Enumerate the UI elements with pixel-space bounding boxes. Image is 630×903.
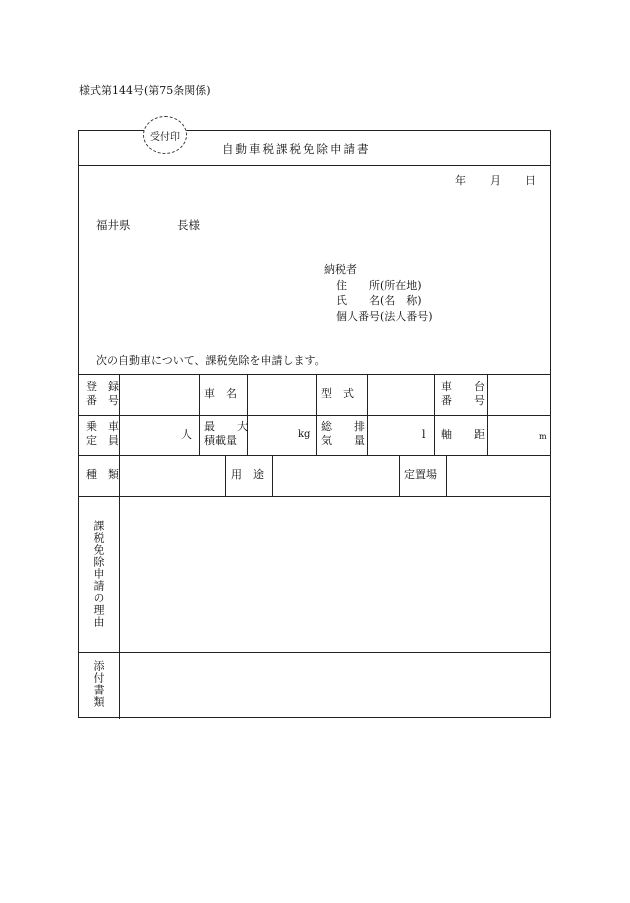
wheelbase-field[interactable] bbox=[488, 416, 536, 452]
label-registration-number: 登 録 番 号 bbox=[86, 380, 119, 407]
model-field[interactable] bbox=[368, 376, 432, 412]
label-use: 用 途 bbox=[231, 468, 264, 481]
addressee-prefecture: 福井県 bbox=[96, 218, 131, 232]
label-attachments: 添付書類 bbox=[92, 660, 105, 708]
form-title: 自動車税課税免除申請書 bbox=[222, 142, 371, 156]
taxpayer-heading: 納税者 bbox=[324, 263, 357, 276]
row2-divider bbox=[79, 455, 550, 456]
label-displacement: 総 排 気 量 bbox=[321, 420, 365, 447]
car-name-field[interactable] bbox=[248, 376, 314, 412]
taxpayer-block bbox=[324, 262, 433, 324]
label-car-name: 車 名 bbox=[204, 387, 237, 400]
addressee-suffix: 長様 bbox=[177, 218, 200, 232]
max-load-field[interactable] bbox=[248, 416, 296, 452]
taxpayer-number: 個人番号(法人番号) bbox=[336, 309, 433, 323]
row3-divider bbox=[79, 496, 550, 497]
type-field[interactable] bbox=[120, 457, 224, 493]
stamp-label: 受付印 bbox=[149, 128, 181, 143]
taxpayer-name: 氏 名(名 称) bbox=[336, 294, 422, 307]
application-statement: 次の自動車について、課税免除を申請します。 bbox=[96, 354, 326, 367]
reception-stamp-circle bbox=[143, 116, 187, 154]
label-wheelbase: 軸 距 bbox=[441, 428, 485, 441]
use-field[interactable] bbox=[273, 457, 397, 493]
label-type: 種 類 bbox=[86, 468, 119, 481]
label-passenger-capacity: 乗 車 定 員 bbox=[86, 420, 119, 447]
registration-number-field[interactable] bbox=[120, 376, 196, 412]
title-divider bbox=[79, 165, 550, 166]
date-year: 年 bbox=[455, 174, 466, 187]
label-max-load: 最 大 積載量 bbox=[204, 420, 248, 447]
label-storage-location: 定置場 bbox=[404, 468, 437, 481]
exemption-reason-area[interactable] bbox=[120, 498, 548, 648]
label-chassis-number: 車 台 番 号 bbox=[441, 380, 485, 407]
passenger-capacity-field[interactable] bbox=[120, 416, 178, 452]
date-day: 日 bbox=[525, 174, 536, 187]
unit-kg: kg bbox=[298, 429, 311, 440]
chassis-number-field[interactable] bbox=[488, 376, 548, 412]
table-top-line bbox=[79, 374, 550, 375]
unit-liters: l bbox=[422, 428, 426, 441]
label-model: 型 式 bbox=[321, 387, 354, 400]
taxpayer-address: 住 所(所在地) bbox=[336, 278, 422, 292]
form-reference: 様式第144号(第75条関係) bbox=[79, 84, 211, 97]
displacement-field[interactable] bbox=[368, 416, 420, 452]
unit-meters: m bbox=[539, 432, 547, 441]
label-exemption-reason: 課税免除申請の理由 bbox=[92, 520, 105, 628]
attachments-area[interactable] bbox=[120, 654, 548, 716]
unit-persons: 人 bbox=[181, 428, 192, 441]
date-month: 月 bbox=[490, 174, 501, 187]
storage-location-field[interactable] bbox=[447, 457, 549, 493]
reason-divider bbox=[79, 652, 550, 653]
